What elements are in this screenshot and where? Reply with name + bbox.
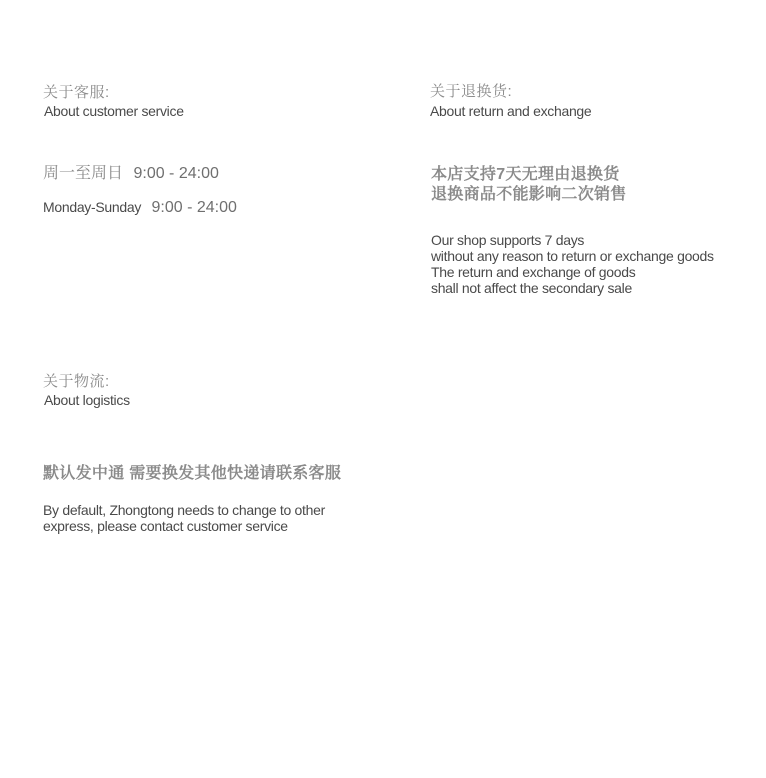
returns-policy-en-line: The return and exchange of goods bbox=[431, 264, 636, 280]
logistics-title-zh: 关于物流: bbox=[43, 373, 110, 390]
logistics-policy-en-line: By default, Zhongtong needs to change to other bbox=[43, 502, 325, 518]
logistics-policy-en-line: express, please contact customer service bbox=[43, 518, 288, 534]
returns-title-zh: 关于退换货: bbox=[430, 83, 513, 100]
service-hours-en bbox=[43, 199, 237, 217]
returns-policy-en-line: without any reason to return or exchange goods bbox=[431, 248, 714, 264]
service-hours-zh bbox=[43, 160, 219, 183]
returns-policy-en bbox=[431, 232, 714, 296]
logistics-policy-zh: 默认发中通 需要换发其他快递请联系客服 bbox=[43, 465, 342, 482]
returns-policy-zh bbox=[431, 165, 627, 205]
service-hours-zh-time: 9:00 - 24:00 bbox=[133, 165, 219, 182]
customer-service-title-zh: 关于客服: bbox=[43, 84, 110, 101]
logistics-title-en: About logistics bbox=[44, 392, 130, 408]
returns-title-en: About return and exchange bbox=[430, 103, 592, 119]
returns-policy-en-line: Our shop supports 7 days bbox=[431, 232, 585, 248]
logistics-policy-en bbox=[43, 502, 325, 534]
customer-service-title-en: About customer service bbox=[44, 103, 184, 119]
returns-policy-zh-line: 退换商品不能影响二次销售 bbox=[431, 186, 627, 203]
service-hours-zh-label: 周一至周日 bbox=[43, 165, 124, 182]
returns-policy-en-line: shall not affect the secondary sale bbox=[431, 280, 632, 296]
service-hours-en-label: Monday-Sunday bbox=[43, 199, 142, 215]
returns-policy-zh-line: 本店支持7天无理由退换货 bbox=[431, 166, 620, 183]
service-hours-en-time: 9:00 - 24:00 bbox=[151, 199, 237, 216]
